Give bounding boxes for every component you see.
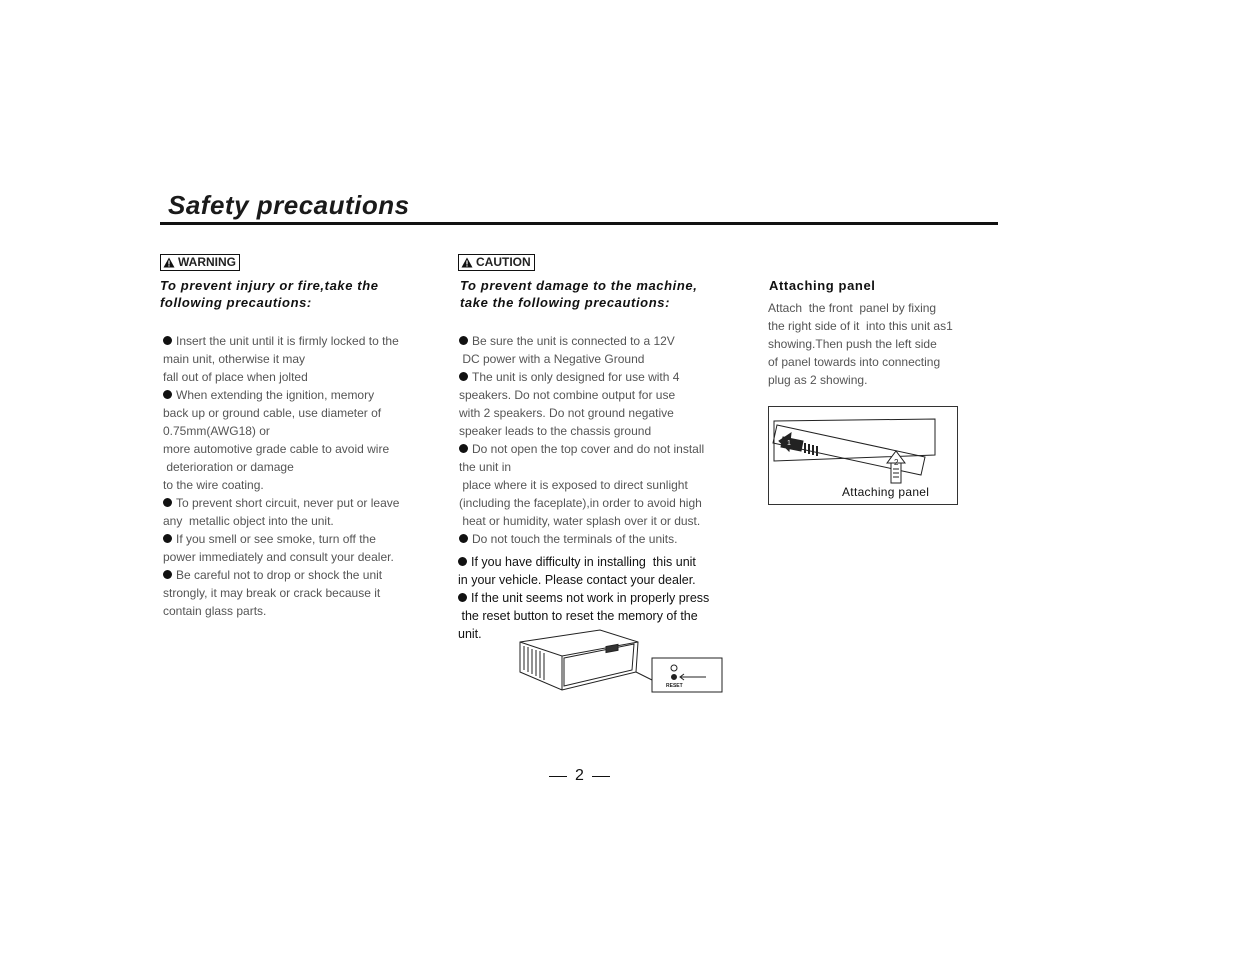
warning-line: [163, 404, 423, 422]
warning-intro-line: following precautions:: [160, 295, 312, 310]
caution-extra-line: [458, 553, 738, 571]
warning-line: [163, 476, 423, 494]
caution-line: [459, 512, 734, 530]
bullet-icon: [163, 498, 172, 507]
warning-text: back up or ground cable, use diameter of: [163, 406, 382, 420]
warning-text: main unit, otherwise it may: [163, 352, 306, 366]
warning-line: [163, 494, 423, 512]
bullet-icon: [459, 372, 468, 381]
caution-line: [459, 476, 734, 494]
caution-extra-text: unit.: [458, 627, 482, 641]
warning-text: When extending the ignition, memory: [176, 388, 375, 402]
warning-line: [163, 512, 423, 530]
warning-triangle-icon: [163, 257, 175, 268]
caution-intro: [460, 277, 697, 311]
caution-text: Do not open the top cover and do not install: [472, 442, 705, 456]
warning-text: Insert the unit until it is firmly locked to the: [176, 334, 399, 348]
attaching-line: the right side of it into this unit as1: [768, 319, 953, 333]
caution-extra-line: [458, 607, 738, 625]
warning-line: [163, 548, 423, 566]
page-number-dash-left: [549, 776, 567, 777]
warning-text: to the wire coating.: [163, 478, 264, 492]
caution-line: [459, 386, 734, 404]
warning-badge-label: WARNING: [178, 255, 236, 269]
warning-line: [163, 386, 423, 404]
page-title: Safety precautions: [168, 190, 410, 220]
warning-text: If you smell or see smoke, turn off the: [176, 532, 376, 546]
caution-intro-line: To prevent damage to the machine,: [460, 278, 698, 293]
caution-extra-text: the reset button to reset the memory of the: [458, 609, 698, 623]
bullet-icon: [163, 390, 172, 399]
caution-text: with 2 speakers. Do not ground negative: [459, 406, 674, 420]
caution-text: DC power with a Negative Ground: [459, 352, 645, 366]
reset-label: RESET: [666, 683, 683, 689]
warning-text: contain glass parts.: [163, 604, 267, 618]
bullet-icon: [163, 534, 172, 543]
bullet-icon: [163, 336, 172, 345]
caution-text: place where it is exposed to direct sunlight: [459, 478, 688, 492]
caution-line: [459, 404, 734, 422]
warning-line: [163, 458, 423, 476]
page-number: [549, 767, 610, 785]
caution-extra-text: in your vehicle. Please contact your dealer.: [458, 573, 696, 587]
caution-text: Be sure the unit is connected to a 12V: [472, 334, 675, 348]
warning-text: deterioration or damage: [163, 460, 294, 474]
caution-extra-line: [458, 589, 738, 607]
caution-triangle-icon: [461, 257, 473, 268]
caution-text: the unit in: [459, 460, 512, 474]
warning-text: any metallic object into the unit.: [163, 514, 334, 528]
bullet-icon: [459, 444, 468, 453]
caution-line: [459, 368, 734, 386]
warning-line: [163, 422, 423, 440]
bullet-icon: [163, 570, 172, 579]
arrow-1-label: 1: [787, 440, 791, 447]
warning-text: strongly, it may break or crack because it: [163, 586, 381, 600]
warning-line: [163, 530, 423, 548]
attaching-line: showing.Then push the left side: [768, 337, 937, 351]
warning-text: fall out of place when jolted: [163, 370, 308, 384]
caution-line: [459, 332, 734, 350]
bullet-icon: [459, 336, 468, 345]
warning-text: Be careful not to drop or shock the unit: [176, 568, 383, 582]
warning-line: [163, 368, 423, 386]
attaching-line: of panel towards into connecting: [768, 355, 941, 369]
page-number-dash-right: [592, 776, 610, 777]
warning-list: [163, 332, 423, 620]
head-unit-reset-illustration: [518, 628, 726, 696]
warning-line: [163, 332, 423, 350]
caution-text: The unit is only designed for use with 4: [472, 370, 680, 384]
attaching-line: plug as 2 showing.: [768, 373, 868, 387]
bullet-icon: [459, 534, 468, 543]
caution-line: [459, 494, 734, 512]
warning-text: To prevent short circuit, never put or leave: [176, 496, 400, 510]
caution-badge: [458, 254, 535, 271]
caution-text: Do not touch the terminals of the units.: [472, 532, 678, 546]
caution-text: speakers. Do not combine output for use: [459, 388, 676, 402]
warning-line: [163, 350, 423, 368]
warning-line: [163, 584, 423, 602]
caution-line: [459, 440, 734, 458]
warning-intro: [160, 277, 379, 311]
attaching-text: [768, 299, 968, 389]
bullet-icon: [458, 593, 467, 602]
figure-caption: Attaching panel: [842, 485, 930, 499]
warning-line: [163, 440, 423, 458]
caution-text: speaker leads to the chassis ground: [459, 424, 652, 438]
bullet-icon: [458, 557, 467, 566]
caution-line: [459, 422, 734, 440]
caution-extra-text: If you have difficulty in installing this unit: [471, 555, 696, 569]
caution-text: (including the faceplate),in order to avoid high: [459, 496, 702, 510]
warning-text: power immediately and consult your dealer.: [163, 550, 394, 564]
caution-line: [459, 458, 734, 476]
warning-line: [163, 566, 423, 584]
warning-text: more automotive grade cable to avoid wire: [163, 442, 390, 456]
caution-intro-line: take the following precautions:: [460, 295, 671, 310]
arrow-2-label: 2: [894, 458, 899, 467]
caution-text: heat or humidity, water splash over it or dust.: [459, 514, 701, 528]
attaching-panel-figure: [768, 406, 958, 505]
page-number-value: 2: [575, 767, 584, 784]
caution-badge-label: CAUTION: [476, 255, 531, 269]
warning-badge: [160, 254, 240, 271]
caution-extra-text: If the unit seems not work in properly press: [471, 591, 710, 605]
warning-line: [163, 602, 423, 620]
attaching-heading: Attaching panel: [769, 278, 876, 293]
caution-line: [459, 530, 734, 548]
warning-intro-line: To prevent injury or fire,take the: [160, 278, 379, 293]
warning-text: 0.75mm(AWG18) or: [163, 424, 270, 438]
caution-list: [459, 332, 734, 548]
caution-extra-line: [458, 571, 738, 589]
caution-line: [459, 350, 734, 368]
title-rule: [160, 222, 998, 225]
attaching-line: Attach the front panel by fixing: [768, 301, 937, 315]
